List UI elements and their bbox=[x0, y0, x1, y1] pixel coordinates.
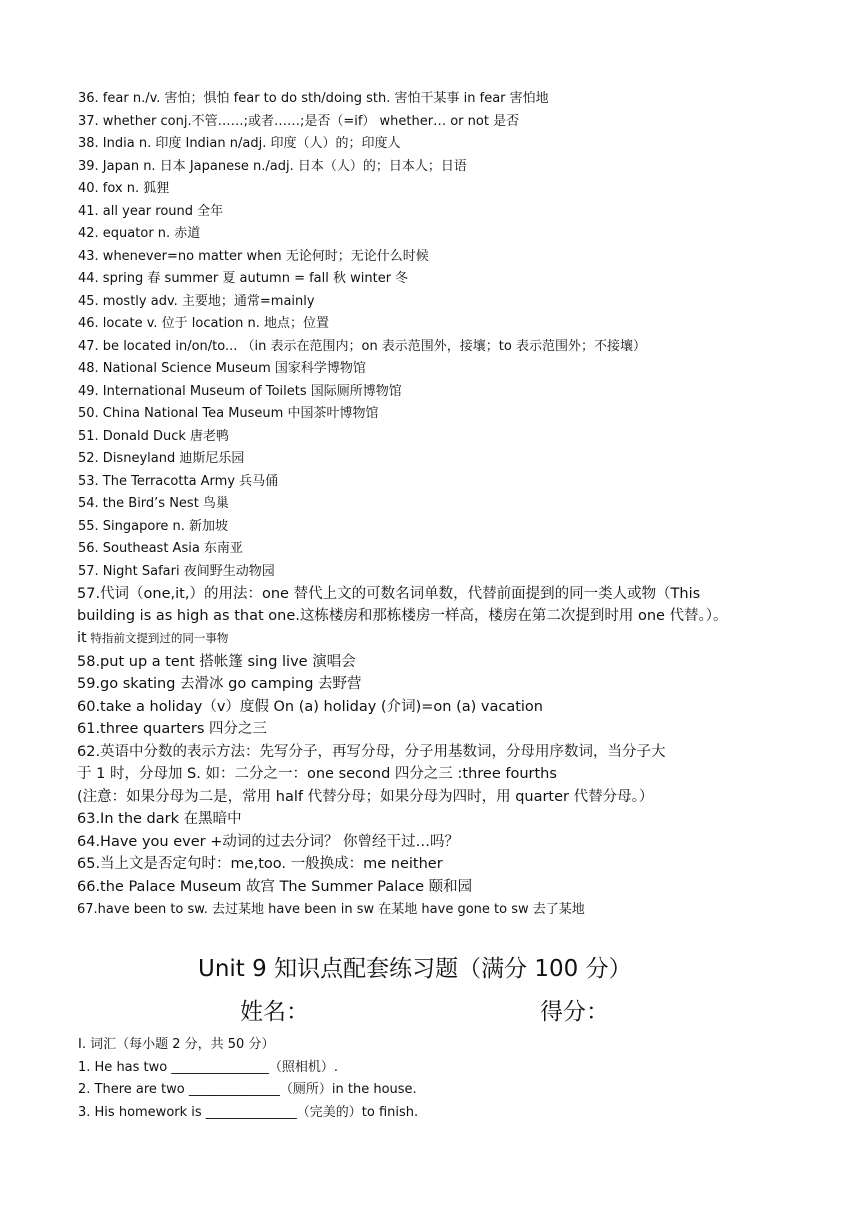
phrase-line-63: 63.In the dark 在黑暗中 bbox=[77, 811, 242, 827]
vocab-line-48: 48. National Science Museum 国家科学博物馆 bbox=[78, 361, 366, 376]
vocab-line-57: 57. Night Safari 夜间野生动物园 bbox=[78, 564, 275, 579]
vocab-line-43: 43. whenever=no matter when 无论何时；无论什么时候 bbox=[78, 249, 429, 264]
pronoun-usage-line-1: 57.代词（one,it,）的用法：one 替代上文的可数名词单数，代替前面提到的同一类人或物（This bbox=[77, 586, 701, 602]
vocab-line-39: 39. Japan n. 日本 Japanese n./adj. 日本（人）的；日本人；日语 bbox=[78, 159, 467, 174]
vocab-line-54: 54. the Bird’s Nest 鸟巢 bbox=[78, 496, 229, 511]
pronoun-usage-line-2: building is as high as that one.这栋楼房和那栋楼房一样高，楼房在第二次提到时用 one 代替。）。 bbox=[77, 608, 728, 624]
vocab-line-56: 56. Southeast Asia 东南亚 bbox=[78, 541, 243, 556]
phrase-line-58: 58.put up a tent 搭帐篷 sing live 演唱会 bbox=[77, 654, 356, 670]
vocab-line-51: 51. Donald Duck 唐老鸭 bbox=[78, 429, 230, 444]
vocab-line-47: 47. be located in/on/to... （in 表示在范围内；on 表示范围外，接壤；to 表示范围外；不接壤） bbox=[78, 339, 646, 354]
phrase-line-65: 65.当上文是否定句时：me,too. 一般换成：me neither bbox=[77, 856, 443, 872]
question-3: 3. His homework is ______________（完美的）to finish. bbox=[78, 1105, 419, 1120]
fraction-rule-line-1: 62.英语中分数的表示方法：先写分子，再写分母，分子用基数词，分母用序数词，当分子大 bbox=[77, 744, 666, 760]
name-label: 姓名： bbox=[240, 999, 309, 1025]
vocab-line-38: 38. India n. 印度 Indian n/adj. 印度（人）的；印度人 bbox=[78, 136, 401, 151]
vocab-line-40: 40. fox n. 狐狸 bbox=[78, 181, 170, 196]
vocab-line-53: 53. The Terracotta Army 兵马俑 bbox=[78, 474, 279, 489]
pronoun-it-note: 特指前文提到过的同一事物 bbox=[86, 631, 229, 645]
vocab-line-37: 37. whether conj.不管……;或者……;是否（=if） whether… or not 是否 bbox=[78, 114, 520, 129]
vocab-line-50: 50. China National Tea Museum 中国茶叶博物馆 bbox=[78, 406, 379, 421]
phrase-line-67: 67.have been to sw. 去过某地 have been in sw 在某地 have gone to sw 去了某地 bbox=[77, 902, 585, 917]
pronoun-usage-line-3 bbox=[77, 627, 228, 646]
score-label: 得分： bbox=[540, 999, 609, 1025]
phrase-line-66: 66.the Palace Museum 故宫 The Summer Palace 颐和园 bbox=[77, 879, 473, 895]
section-heading: I. 词汇（每小题 2 分，共 50 分） bbox=[78, 1037, 275, 1052]
exercise-title: Unit 9 知识点配套练习题（满分 100 分） bbox=[198, 956, 632, 982]
vocab-line-55: 55. Singapore n. 新加坡 bbox=[78, 519, 229, 534]
fraction-rule-line-2: 于 1 时，分母加 S. 如：二分之一：one second 四分之三 :three fourths bbox=[77, 766, 557, 782]
phrase-line-61: 61.three quarters 四分之三 bbox=[77, 721, 268, 737]
fraction-rule-note: (注意：如果分母为二是，常用 half 代替分母；如果分母为四时，用 quarter 代替分母。） bbox=[77, 789, 654, 805]
vocab-line-52: 52. Disneyland 迪斯尼乐园 bbox=[78, 451, 245, 466]
vocab-line-46: 46. locate v. 位于 location n. 地点；位置 bbox=[78, 316, 330, 331]
phrase-line-59: 59.go skating 去滑冰 go camping 去野营 bbox=[77, 676, 362, 692]
vocab-line-45: 45. mostly adv. 主要地；通常=mainly bbox=[78, 294, 315, 309]
phrase-line-64: 64.Have you ever +动词的过去分词？ 你曾经干过…吗？ bbox=[77, 834, 459, 850]
phrase-line-60: 60.take a holiday（v）度假 On (a) holiday (介词)=on (a) vacation bbox=[77, 699, 543, 715]
pronoun-it: it bbox=[77, 630, 87, 646]
vocab-line-49: 49. International Museum of Toilets 国际厕所博物馆 bbox=[78, 384, 402, 399]
question-1: 1. He has two _______________（照相机）. bbox=[78, 1060, 339, 1075]
vocab-line-41: 41. all year round 全年 bbox=[78, 204, 224, 219]
vocab-line-44: 44. spring 春 summer 夏 autumn = fall 秋 winter 冬 bbox=[78, 271, 409, 286]
vocab-line-42: 42. equator n. 赤道 bbox=[78, 226, 201, 241]
question-2: 2. There are two ______________（厕所）in the house. bbox=[78, 1082, 417, 1097]
vocab-line-36: 36. fear n./v. 害怕；惧怕 fear to do sth/doing sth. 害怕干某事 in fear 害怕地 bbox=[78, 91, 549, 106]
